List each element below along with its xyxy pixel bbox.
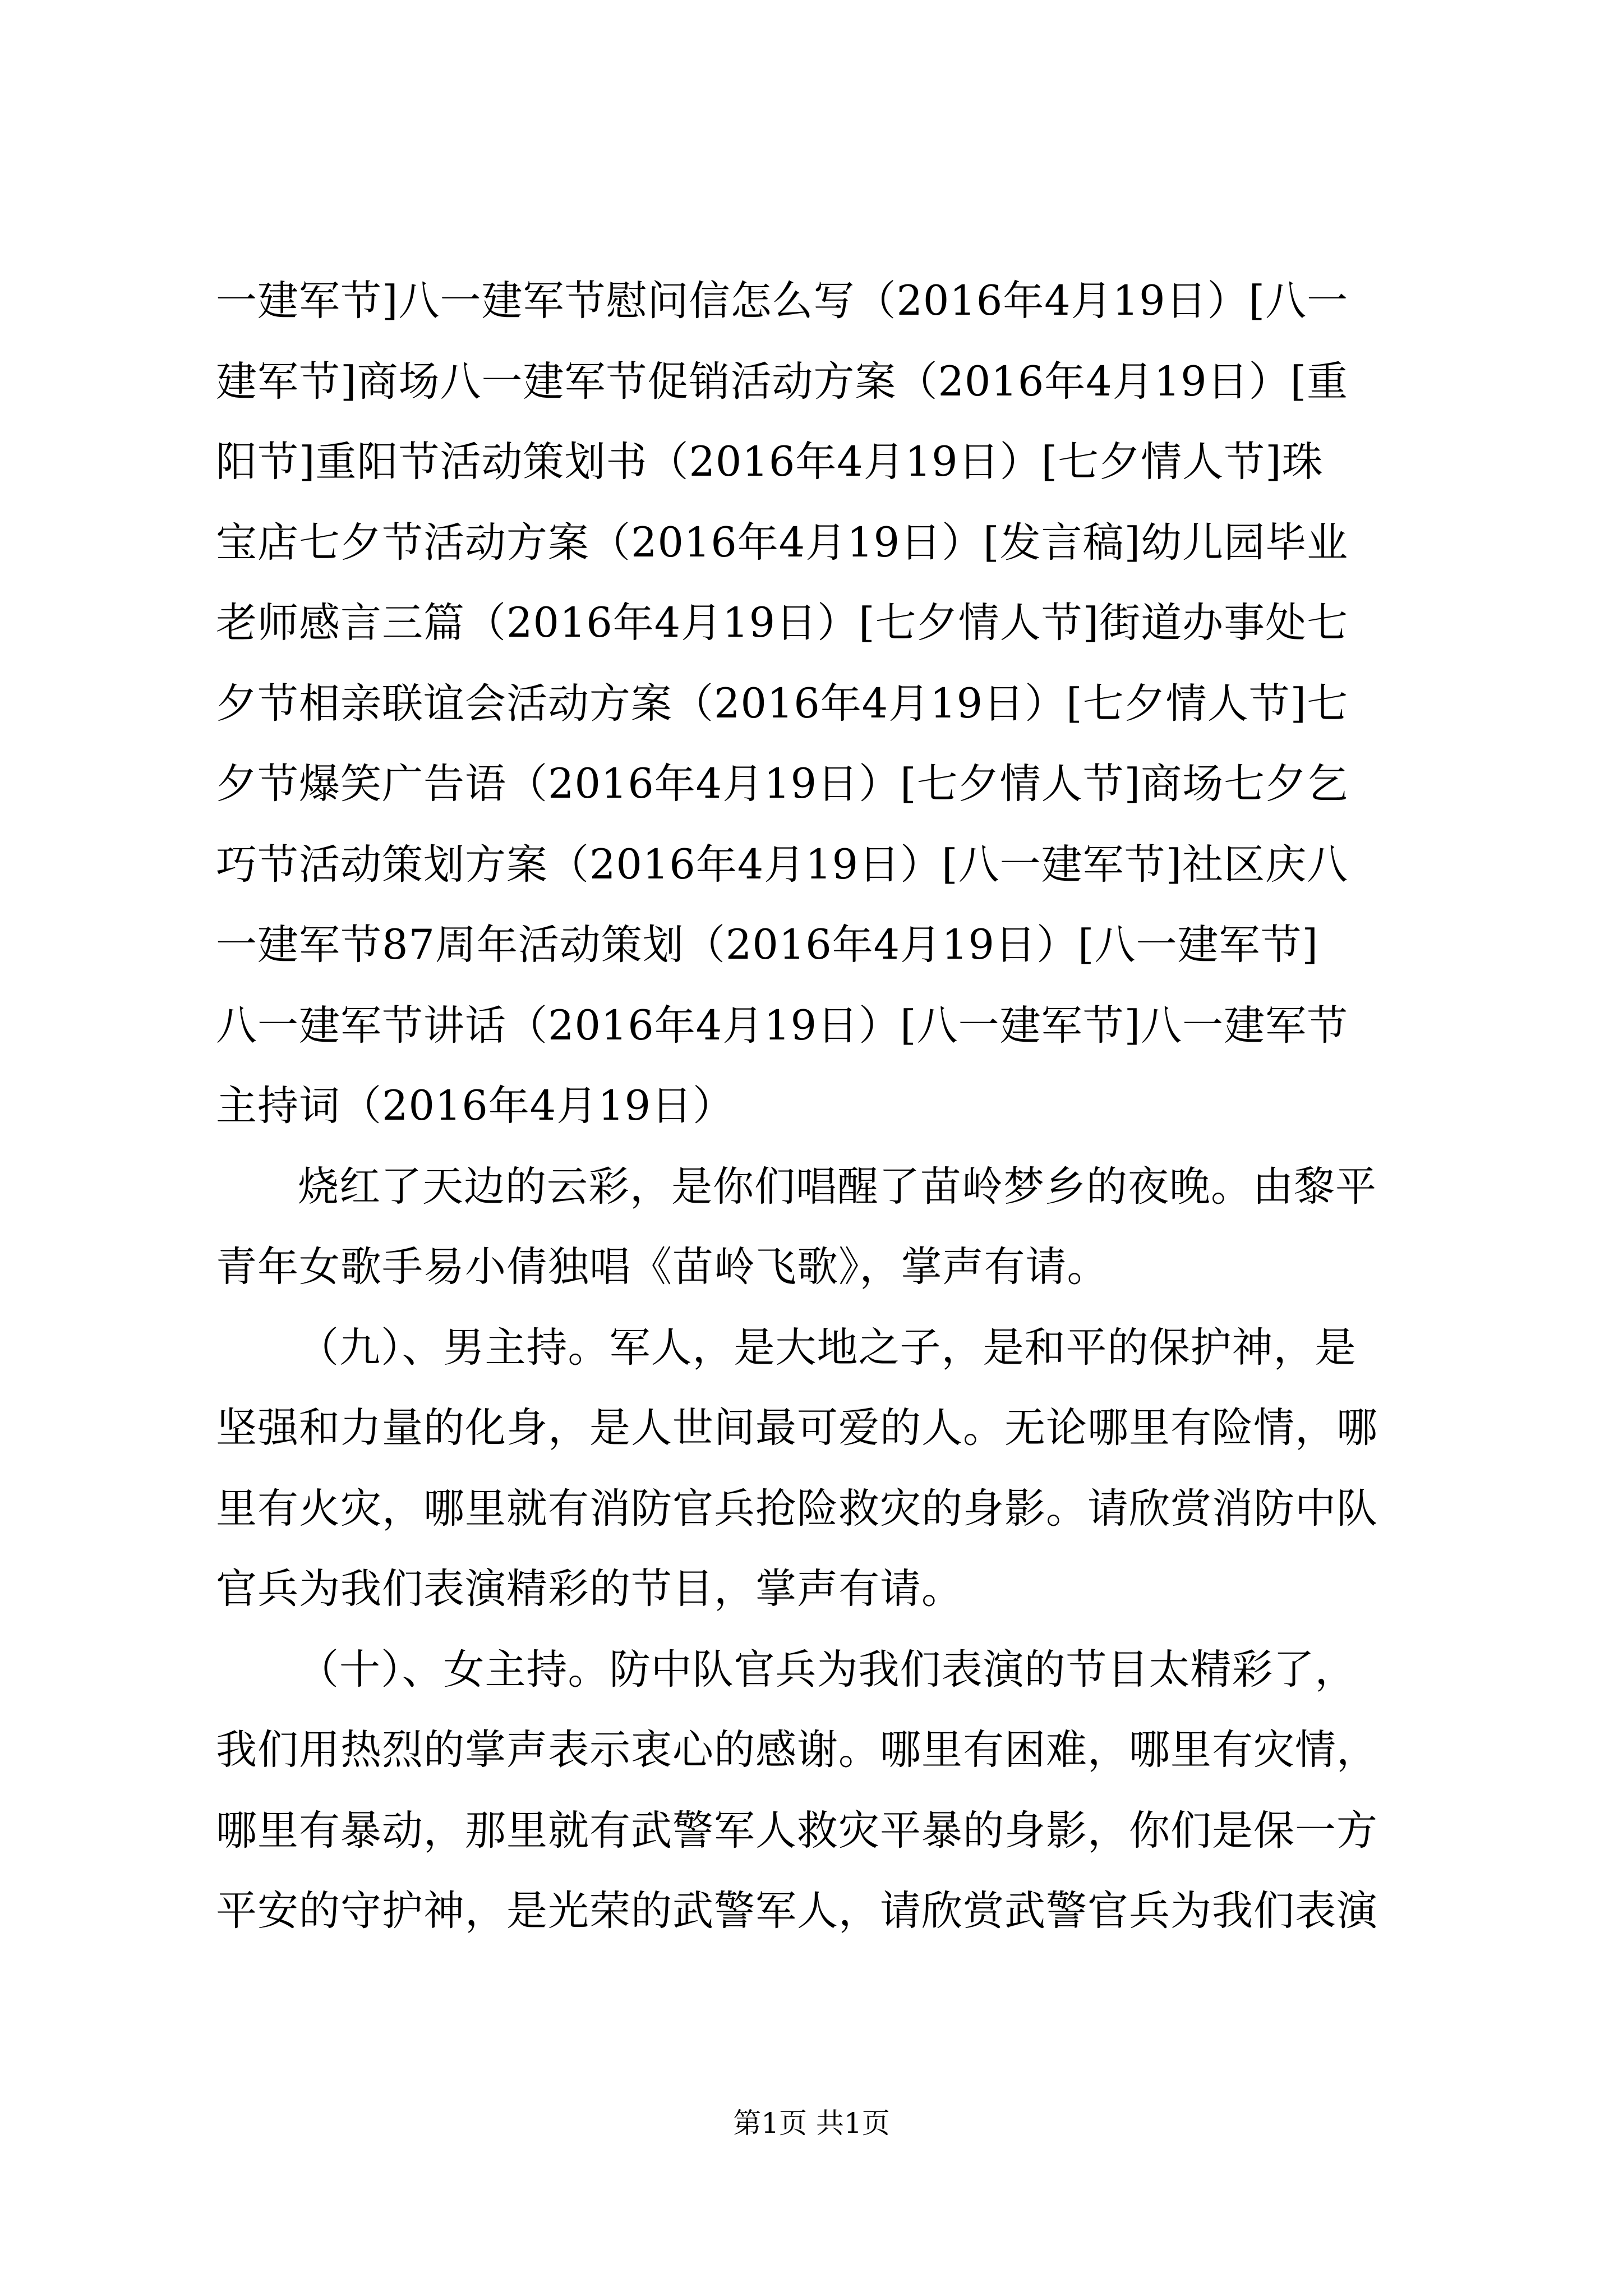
text-line: 八一建军节讲话（2016年4月19日）[八一建军节]八一建军节: [216, 1001, 1349, 1050]
text-line: 建军节]商场八一建军节促销活动方案（2016年4月19日）[重: [216, 357, 1349, 406]
document-body: [216, 261, 1427, 1952]
text-line: 平安的守护神，是光荣的武警军人，请欣赏武警官兵为我们表演: [216, 1887, 1378, 1935]
text-line: 一建军节]八一建军节慰问信怎么写（2016年4月19日）[八一: [216, 277, 1349, 325]
text-line: 夕节相亲联谊会活动方案（2016年4月19日）[七夕情人节]七: [216, 679, 1349, 728]
paragraph-first-line: （九）、男主持。军人，是大地之子，是和平的保护神，是: [298, 1323, 1357, 1372]
text-line: 一建军节87周年活动策划（2016年4月19日）[八一建军节]: [216, 921, 1318, 969]
text-line: 坚强和力量的化身，是人世间最可爱的人。无论哪里有险情，哪: [216, 1404, 1378, 1452]
text-line: 夕节爆笑广告语（2016年4月19日）[七夕情人节]商场七夕乞: [216, 760, 1349, 808]
page-footer: [0, 2106, 1623, 2140]
text-line: 青年女歌手易小倩独唱《苗岭飞歌》，掌声有请。: [216, 1243, 1109, 1291]
paragraph-first-line: （十）、女主持。防中队官兵为我们表演的节目太精彩了，: [298, 1645, 1357, 1694]
text-line: 主持词（2016年4月19日）: [216, 1082, 735, 1130]
text-line: 我们用热烈的掌声表示衷心的感谢。哪里有困难，哪里有灾情，: [216, 1726, 1378, 1774]
text-line: 哪里有暴动，那里就有武警军人救灾平暴的身影，你们是保一方: [216, 1806, 1378, 1855]
text-line: 里有火灾，哪里就有消防官兵抢险救灾的身影。请欣赏消防中队: [216, 1484, 1378, 1533]
text-line: 巧节活动策划方案（2016年4月19日）[八一建军节]社区庆八: [216, 840, 1349, 889]
text-line: 阳节]重阳节活动策划书（2016年4月19日）[七夕情人节]珠: [216, 438, 1324, 486]
text-line: 宝店七夕节活动方案（2016年4月19日）[发言稿]幼儿园毕业: [216, 518, 1349, 567]
text-line: 官兵为我们表演精彩的节目，掌声有请。: [216, 1565, 963, 1613]
paragraph-first-line: 烧红了天边的云彩，是你们唱醒了苗岭梦乡的夜晚。由黎平: [298, 1162, 1377, 1211]
page-number: 第1页 共1页: [733, 2107, 890, 2139]
text-line: 老师感言三篇（2016年4月19日）[七夕情人节]街道办事处七: [216, 599, 1349, 647]
